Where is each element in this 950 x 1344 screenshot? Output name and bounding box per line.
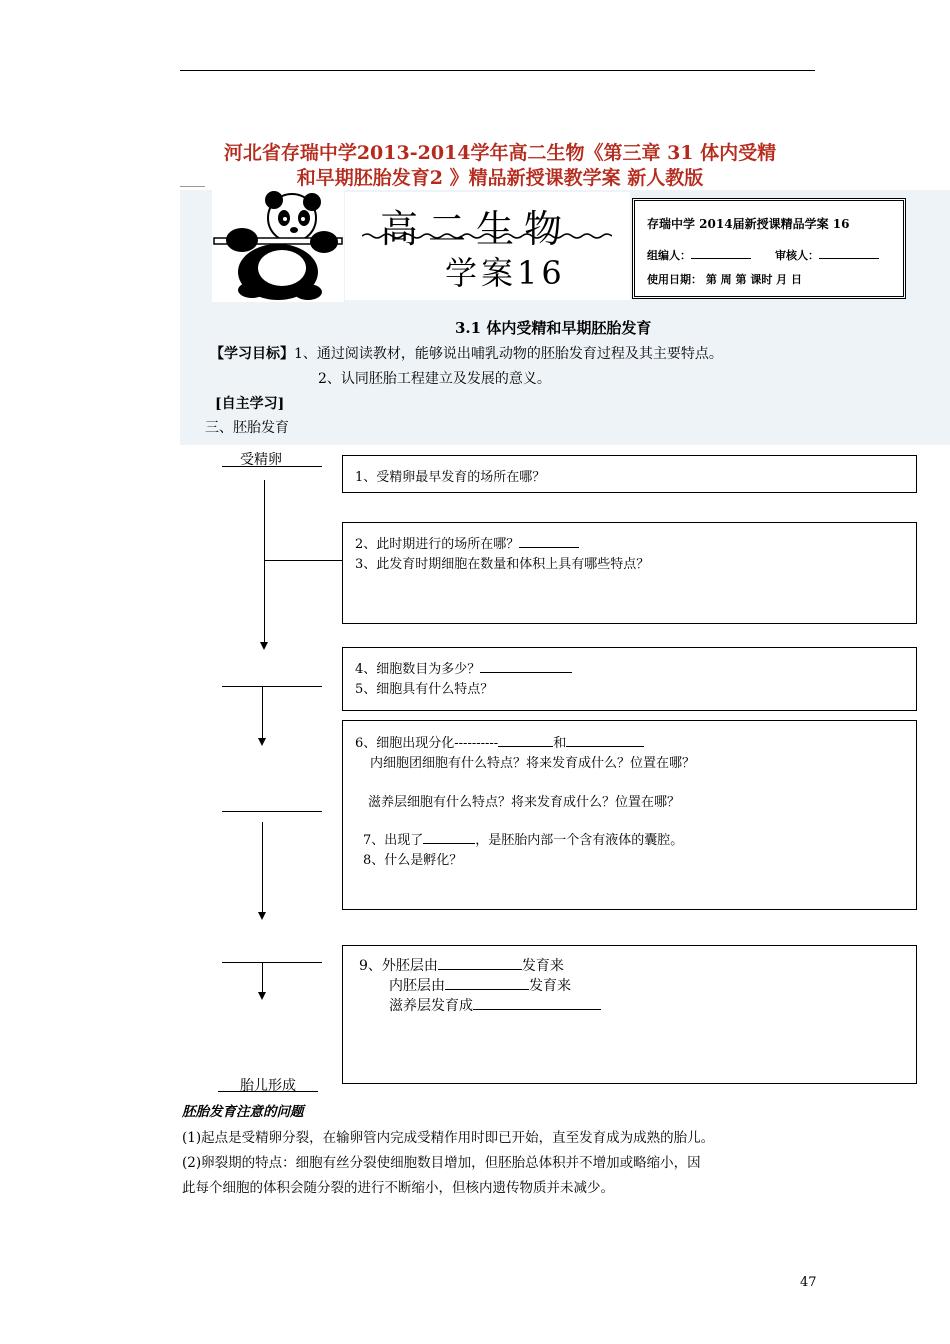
question-9-ectoderm: 9、外胚层由 发育来 (359, 958, 564, 974)
flow-arrow-4 (258, 992, 266, 1000)
flow-end-underline (218, 1091, 318, 1092)
card-editor: 组编人： (647, 246, 751, 263)
section-title: 3.1 体内受精和早期胚胎发育 (455, 319, 652, 337)
doc-title-line2: 和早期胚胎发育2 》精品新授课教学案 新人教版 (296, 167, 704, 189)
goal-2: 2、认同胚胎工程建立及发展的意义。 (318, 371, 551, 387)
flow-stage-line-3 (222, 686, 322, 687)
question-box-2 (342, 522, 917, 624)
flow-arrow-1 (260, 642, 268, 650)
question-7: 7、出现了 ，是胚胎内部一个含有液体的囊腔。 (363, 833, 684, 848)
notes-point-2: (2)卵裂期的特点：细胞有丝分裂使细胞数目增加，但胚胎总体积并不增加或略缩小，因 (182, 1155, 701, 1171)
doc-title-line1: 河北省存瑞中学2013-2014学年高二生物《第三章 31 体内受精 (223, 142, 777, 164)
banner-line1: 高二生物 (380, 207, 573, 251)
card-reviewer: 审核人： (775, 246, 879, 263)
self-study-label: [自主学习] (215, 396, 285, 412)
flow-line-4 (262, 962, 263, 992)
question-box-1 (342, 455, 917, 493)
question-9-endoderm: 内胚层由 发育来 (389, 978, 571, 994)
notes-point-1: (1)起点是受精卵分裂，在输卵管内完成受精作用时即已开始，直至发育成为成熟的胎儿。 (182, 1130, 715, 1146)
banner-line2: 学案16 (445, 254, 566, 292)
question-box-5 (342, 945, 917, 1084)
flow-start-label: 受精卵 (240, 452, 282, 468)
card-school: 存瑞中学 2014届新授课精品学案 16 (647, 217, 850, 231)
flow-start-underline (222, 466, 322, 467)
flow-arrow-2 (258, 738, 266, 746)
notes-heading: 胚胎发育注意的问题 (182, 1104, 304, 1120)
top-rule (180, 70, 815, 71)
question-9-trophoblast: 滋养层发育成 (389, 995, 601, 1015)
question-1: 1、受精卵最早发育的场所在哪？ (355, 470, 546, 485)
question-box-4 (342, 720, 917, 910)
flow-line-1 (264, 480, 265, 642)
flow-arrow-3 (258, 912, 266, 920)
card-date: 使用日期： 第 周 第 课时 月 日 (647, 273, 802, 286)
short-rule (180, 186, 205, 187)
question-box-3 (342, 647, 917, 711)
question-6-inner-cell-mass: 内细胞团细胞有什么特点？将来发育成什么？位置在哪？ (370, 756, 696, 771)
info-card (632, 198, 906, 299)
flow-end-label: 胎儿形成 (240, 1078, 296, 1094)
flow-stage-line-5 (222, 962, 322, 963)
goals-label: 【学习目标】 (210, 346, 294, 362)
section-heading: 三、胚胎发育 (205, 420, 289, 436)
question-5: 5、细胞具有什么特点？ (355, 682, 494, 697)
question-3: 3、此发育时期细胞在数量和体积上具有哪些特点？ (355, 557, 650, 572)
flow-connector-2 (264, 560, 342, 561)
question-2: 2、此时期进行的场所在哪？ (355, 533, 579, 552)
question-8: 8、什么是孵化？ (363, 853, 463, 868)
question-4: 4、细胞数目为多少？ (355, 658, 572, 677)
banner-wavy-underline (362, 232, 612, 240)
question-6: 6、细胞出现分化---------- 和 (355, 732, 644, 751)
page-number: 47 (800, 1275, 817, 1290)
flow-line-2 (262, 686, 263, 738)
goal-1: 1、通过阅读教材，能够说出哺乳动物的胚胎发育过程及其主要特点。 (294, 346, 723, 362)
flow-stage-line-4 (222, 811, 322, 812)
panda-logo (212, 190, 344, 302)
notes-point-2-cont: 此每个细胞的体积会随分裂的进行不断缩小，但核内遗传物质并未减少。 (182, 1180, 614, 1196)
flow-line-3 (262, 822, 263, 912)
learning-goals (210, 343, 723, 363)
question-6-trophoblast: 滋养层细胞有什么特点？将来发育成什么？位置在哪？ (368, 795, 681, 810)
